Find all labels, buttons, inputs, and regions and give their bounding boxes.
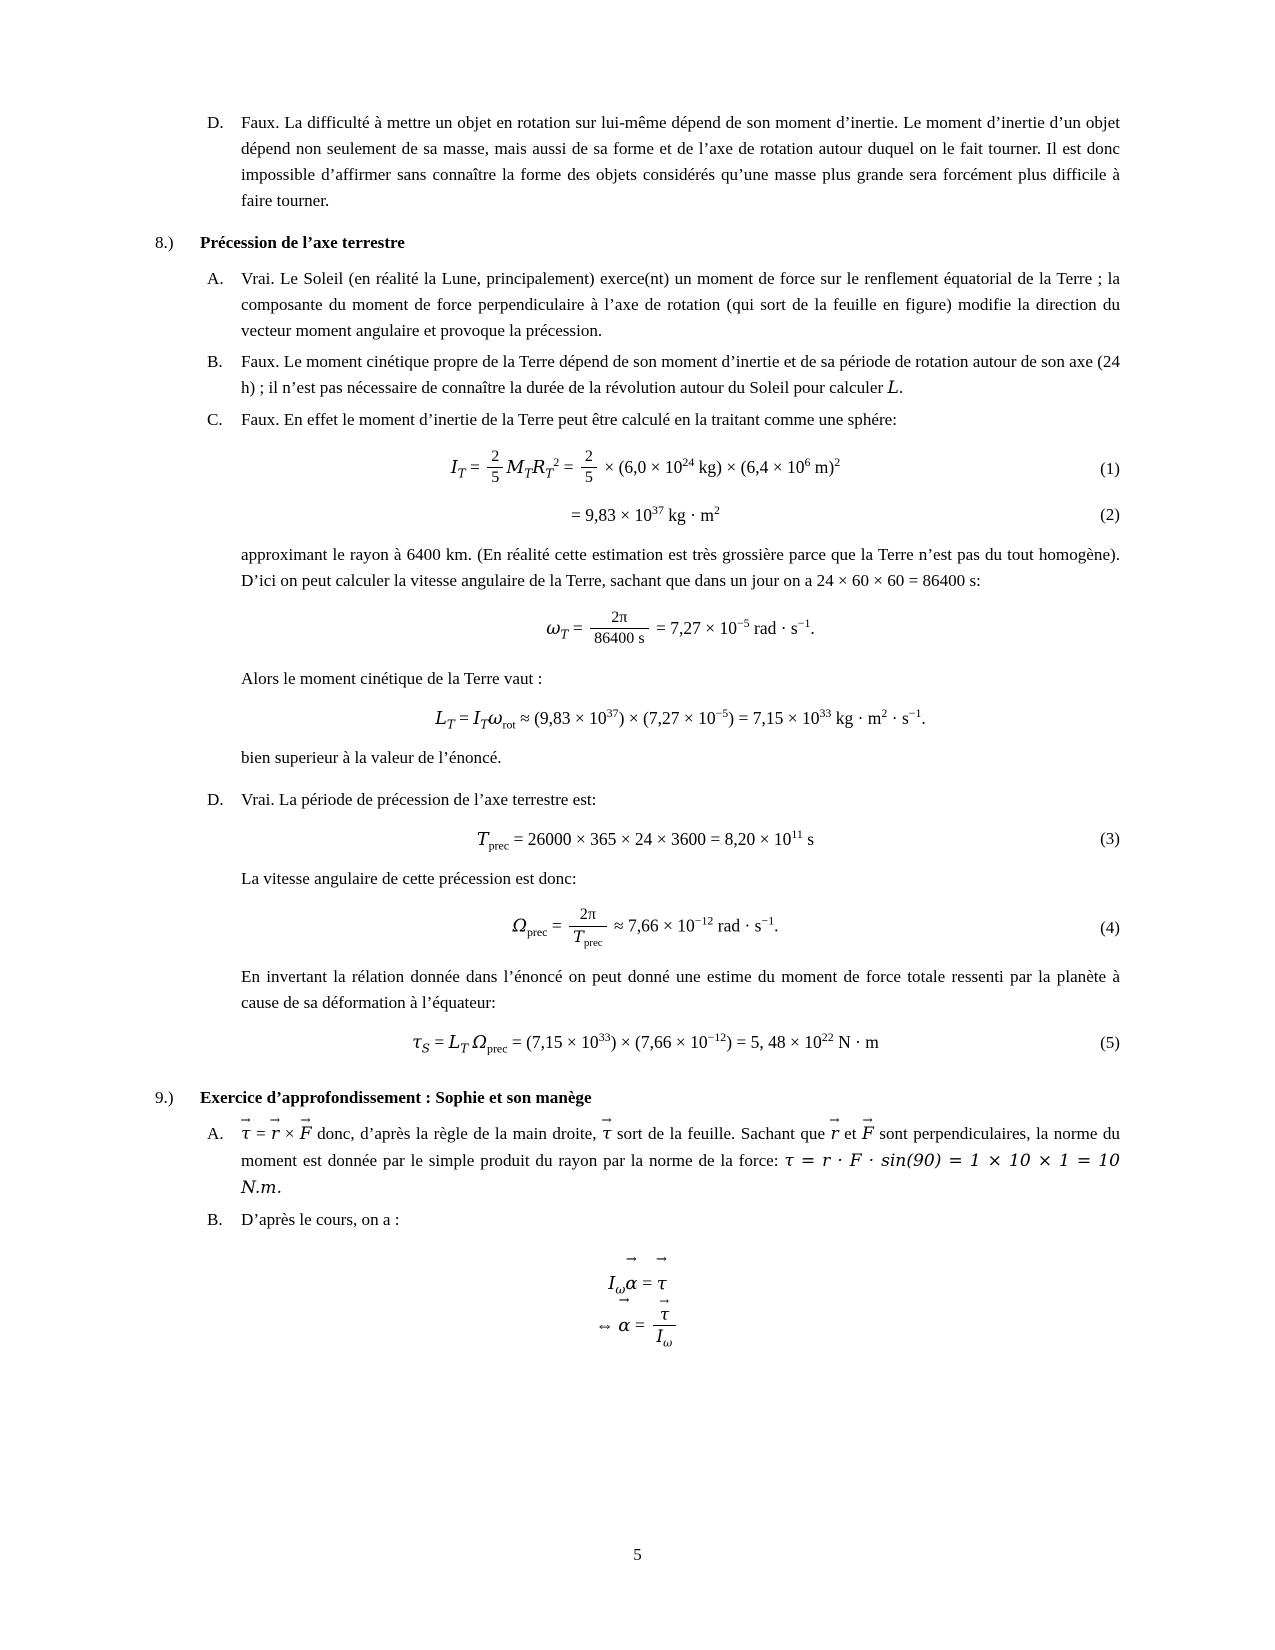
eq5-unit: N · m (833, 1032, 879, 1053)
eq2-text: = 9,83 × 10 (571, 504, 653, 525)
vector-r-2: r → (831, 1122, 839, 1148)
eq5-exp-2: −12 (707, 1030, 727, 1045)
eq-L-equals: = (459, 707, 469, 728)
question-7-options (201, 110, 1120, 214)
eq5-L-sub: T (460, 1041, 469, 1056)
option-text (241, 349, 1120, 402)
option-text: Vrai. Le Soleil (en réalité la Lune, principalement) exerce(nt) un moment de force sur le renflement équatorial de la Terre ; la composante du moment de force perpendiculaire à l’axe de rotation (qui sort de la feuille en figure) modifie la direction du vecteur moment angulaire et provoque la précession. (241, 268, 1120, 340)
eq4-period: . (774, 915, 779, 936)
eq-omega-unit: rad · s (749, 617, 798, 638)
eq-alpha-frac-den (653, 1326, 677, 1350)
equation-alpha-block (155, 1263, 1120, 1350)
eq1-R-sup: 2 (553, 454, 560, 469)
paragraph-vitesse-angulaire: La vitesse angulaire de cette précession est donc: (241, 868, 577, 888)
eq1-frac-1 (487, 448, 503, 488)
eq-omega-rhs: = 7,27 × 10 (655, 617, 737, 638)
eq-L-exp-1: 37 (606, 705, 619, 720)
eq4-lhs-sub: prec (526, 925, 548, 940)
equation-1-tag: (1) (1100, 458, 1120, 478)
equation-3-body (241, 826, 1050, 852)
eq1-frac2-num: 2 (581, 448, 597, 469)
eq-L-omega: ω (488, 708, 503, 729)
option-text: Faux. En effet le moment d’inertie de la Terre peut être calculé en la traitant comme une sphére: (241, 409, 897, 429)
eq-L-period: . (921, 707, 926, 728)
eq-L-unit-exp-2: −1 (908, 705, 922, 720)
equation-alpha-line-1 (155, 1263, 1120, 1304)
eq1-I-sub: T (457, 466, 466, 481)
option-body (241, 407, 1120, 782)
option-text-part-6: sont perpendiculaires, la norme du moment est donnée par le simple produit du rayon par la norme de la force: (241, 1124, 1120, 1171)
eq1-term-2: (6,4 × 10 (740, 456, 805, 477)
eq1-times-1: × (604, 456, 615, 477)
equation-alpha-line-2 (155, 1304, 1120, 1350)
eq-alpha-equals-2: = (634, 1314, 646, 1335)
eq2-exp: 37 (652, 502, 664, 517)
eq-omega-period: . (810, 617, 815, 638)
option-9-b (201, 1207, 1120, 1233)
eq5-exp-1: 33 (598, 1030, 611, 1045)
eq4-exp: −12 (694, 914, 714, 929)
eq3-lhs: T (476, 829, 489, 850)
eq3-unit: s (802, 828, 815, 849)
question-8-options (201, 266, 1120, 1070)
option-marker: A. (207, 1124, 224, 1144)
equation-1-body (241, 449, 1050, 489)
eq4-frac-den-T: T (573, 926, 584, 946)
option-text: Faux. La difficulté à mettre un objet en rotation sur lui-même dépend de son moment d’inertie. Le moment d’inertie d’un objet dépend non seulement de sa masse, mais aussi de sa forme et de l’axe de rotation autour duquel on le fait tourner. Il est donc impossible d’affirmer sans connaître la forme des objets considérés qu’une masse plus grande sera forcément plus difficile à faire tourner. (241, 113, 1120, 210)
vector-tau-4: τ → (660, 1305, 669, 1324)
option-8-b (201, 349, 1120, 402)
equation-3-tag: (3) (1100, 829, 1120, 848)
paragraph-rayon (241, 542, 1120, 594)
eq-L-exp-2: −5 (715, 705, 729, 720)
equation-2-tag: (2) (1100, 505, 1120, 525)
eq1-frac1-den: 5 (491, 469, 500, 487)
eq1-equals: = (470, 456, 480, 477)
eq4-unit-exp: −1 (761, 914, 775, 929)
eq-omega-frac (590, 609, 649, 649)
vector-alpha-1: α → (625, 1263, 637, 1304)
option-marker: B. (207, 351, 223, 371)
question-9-options (201, 1121, 1120, 1233)
equation-omega (241, 610, 1120, 650)
eq3-lhs-sub: prec (488, 838, 510, 852)
eq1-unit-1: kg) (694, 456, 722, 477)
question-8-heading (155, 230, 1120, 256)
eq-L-I-sub: T (480, 717, 489, 732)
eq-L-unit-2: · s (887, 707, 909, 728)
eq4-lhs: Ω (512, 916, 527, 937)
paragraph-rayon-math: 24 × 60 × 60 = 86400 s (816, 570, 977, 590)
eq-omega-lhs: ω (546, 618, 561, 639)
vector-tau-3: τ → (657, 1263, 667, 1304)
eq-alpha-I-sub: ω (615, 1282, 626, 1297)
equation-4-tag: (4) (1100, 917, 1120, 937)
eq1-M-sub: T (524, 466, 533, 481)
eq-L-term-3: ) = 7,15 × 10 (728, 707, 820, 728)
option-marker: B. (207, 1210, 223, 1230)
paragraph-rayon-part-1: approximant le rayon à 6400 km. (En réalité cette estimation est très grossière parce que la Terre n’est pas du tout homogène). D’ici on peut calculer la vitesse angulaire de la Terre, sachant que dans un jour on a (241, 544, 1120, 590)
eq4-frac-num: 2π (569, 906, 607, 927)
vector-r-1: r → (271, 1122, 279, 1148)
eq1-I: I (450, 457, 458, 478)
cross-sign: × (284, 1124, 295, 1144)
eq5-omega: Ω (472, 1033, 488, 1054)
option-9-a (201, 1121, 1120, 1202)
formula-torque: τ = r · F · sin(90) = 1 × 10 × 1 = 10 N.m. (241, 1151, 1121, 1199)
eq-alpha-frac-num (653, 1305, 677, 1326)
equation-5-tag: (5) (1100, 1032, 1120, 1052)
option-8-d (201, 787, 1120, 1070)
option-body (241, 1207, 1120, 1233)
equation-2 (241, 502, 1120, 526)
paragraph-invertant: En invertant la rélation donnée dans l’énoncé on peut donné une estime du moment de force totale ressenti par la planète à cause de sa déformation à l’équateur: (241, 967, 1120, 1013)
eq-L-I: I (473, 708, 481, 729)
equation-1 (241, 449, 1120, 489)
eq-L-lhs-sub: T (446, 717, 455, 732)
vector-alpha-2: α → (618, 1305, 630, 1346)
eq-omega-lhs-sub: T (560, 627, 569, 642)
eq5-term-3: ) = 5, 48 × 10 (726, 1032, 822, 1053)
eq-alpha-equals: = (642, 1273, 653, 1294)
option-8-c (201, 407, 1120, 782)
eq5-lhs: τ (412, 1033, 422, 1054)
eq1-term-1: (6,0 × 10 (618, 456, 683, 477)
eq1-R: R (532, 457, 546, 478)
page-number: 5 (633, 1545, 642, 1564)
eq-L-omega-sub: rot (502, 717, 516, 732)
eq1-frac2-den: 5 (584, 469, 593, 487)
question-9-marker: 9.) (155, 1088, 174, 1108)
eq1-unit-2: m) (810, 456, 835, 477)
eq-alpha-den-sub: ω (663, 1336, 673, 1350)
vector-F-1: F → (300, 1122, 312, 1148)
eq1-times-2: × (726, 456, 737, 477)
eq5-equals: = (434, 1032, 445, 1053)
eq1-frac1-num: 2 (487, 448, 503, 469)
eq3-exp: 11 (791, 826, 803, 841)
paragraph-moment-cinetique: Alors le moment cinétique de la Terre vaut : (241, 668, 543, 688)
eq5-term-1: = (7,15 × 10 (511, 1032, 599, 1053)
eq1-exp-1: 24 (682, 454, 695, 469)
option-text: Vrai. La période de précession de l’axe terrestre est: (241, 789, 597, 809)
eq-omega-equals: = (572, 617, 583, 638)
option-text-part-3: donc, d’après la règle de la main droite, (311, 1124, 602, 1144)
eq-L-unit-exp-1: 2 (881, 705, 888, 720)
option-8-a (201, 266, 1120, 344)
eq-L-unit-1: kg · m (831, 707, 882, 728)
eq-alpha-I: I (608, 1273, 616, 1295)
equation-5 (241, 1030, 1120, 1056)
eq-L-exp-3: 33 (819, 705, 832, 720)
eq1-R-sub: T (545, 466, 554, 481)
eq-alpha-frac (653, 1304, 677, 1350)
option-marker: C. (207, 409, 223, 429)
equation-angular-momentum (241, 705, 1120, 732)
eq1-frac-2 (581, 448, 597, 488)
option-7-d (201, 110, 1120, 214)
equals-sign: = (255, 1124, 266, 1144)
option-text-part-5: et (838, 1124, 862, 1144)
equation-4 (241, 907, 1120, 948)
question-8-marker: 8.) (155, 232, 174, 252)
option-text-part-2: . (898, 377, 904, 397)
eq3-rhs: = 26000 × 365 × 24 × 3600 = 8,20 × 10 (513, 828, 792, 849)
equation-5-body (241, 1030, 1050, 1056)
eq1-M: M (506, 457, 525, 478)
eq-omega-unit-exp: −1 (797, 615, 811, 630)
option-body (241, 787, 1120, 1070)
eq-alpha-den-I: I (656, 1327, 664, 1347)
option-text-part-4: sort de la feuille. Sachant que (611, 1124, 831, 1144)
option-text-part-1: Faux. Le moment cinétique propre de la Terre dépend de son moment d’inertie et de sa période de rotation autour de son axe (24 h) ; il n’est pas nécessaire de connaître la durée de la révolution autour du Soleil pour calculer (241, 351, 1120, 397)
question-9-title: Exercice d’approfondissement : Sophie et son manège (200, 1088, 592, 1108)
eq-omega-frac-den: 86400 s (594, 630, 645, 648)
equation-4-body (241, 907, 1050, 948)
eq-L-term-1: (9,83 × 10 (534, 707, 607, 728)
eq-L-term-2: ) × (7,27 × 10 (618, 707, 716, 728)
eq5-exp-3: 22 (821, 1030, 834, 1045)
eq4-equals: = (551, 915, 562, 936)
eq4-unit: rad · s (713, 915, 762, 936)
question-9-heading (155, 1085, 1120, 1111)
eq4-frac-den-sub: prec (583, 937, 603, 950)
option-text: D’après le cours, on a : (241, 1210, 400, 1230)
option-marker: A. (207, 268, 224, 288)
vector-F-2: F → (862, 1122, 874, 1148)
eq4-rhs: ≈ 7,66 × 10 (614, 915, 695, 936)
equation-2-body (241, 502, 1050, 526)
eq-omega-exp: −5 (736, 615, 750, 630)
vector-tau-1: τ → (241, 1122, 250, 1148)
eq4-frac-den (569, 927, 607, 948)
eq-L-lhs: L (435, 708, 447, 729)
iff-symbol: ⇔ (595, 1314, 614, 1335)
eq1-equals-2: = (563, 456, 574, 477)
eq5-L: L (448, 1033, 461, 1054)
question-8-title: Précession de l’axe terrestre (200, 232, 405, 252)
eq5-lhs-sub: S (421, 1041, 430, 1056)
eq-L-approx: ≈ (520, 707, 530, 728)
equation-3 (241, 826, 1120, 852)
option-marker: D. (207, 789, 224, 809)
eq2-unit-exp: 2 (714, 502, 720, 517)
eq5-term-2: ) × (7,66 × 10 (610, 1032, 708, 1053)
option-text (241, 1121, 1120, 1202)
paragraph-rayon-part-2: : (976, 570, 981, 590)
eq5-omega-sub: prec (487, 1041, 508, 1056)
paragraph-superieur: bien superieur à la valeur de l’énoncé. (241, 747, 502, 767)
eq2-unit: kg · m (663, 504, 714, 525)
eq1-exp-2: 6 (804, 454, 811, 469)
option-marker: D. (207, 113, 224, 132)
eq4-frac (569, 906, 607, 950)
eq1-exp-3: 2 (834, 454, 841, 469)
vector-tau-2: τ → (602, 1122, 611, 1148)
eq-omega-frac-num: 2π (590, 609, 649, 630)
symbol-L: L (887, 377, 899, 398)
